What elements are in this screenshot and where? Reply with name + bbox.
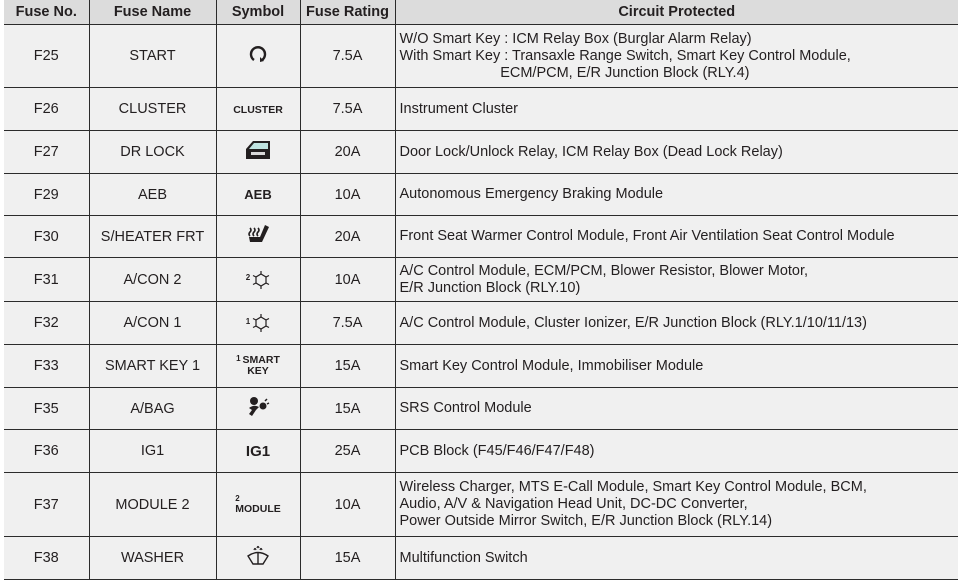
snowflake-icon [252, 314, 270, 332]
table-row [4, 345, 958, 388]
circuit-line: Instrument Cluster [399, 100, 518, 117]
fuse-rating: 15A [300, 345, 395, 388]
circuit-protected [395, 388, 958, 430]
seat-heater-icon [245, 222, 271, 248]
fuse-rating: 15A [300, 388, 395, 430]
fuse-name: A/BAG [89, 388, 216, 430]
fuse-no: F29 [4, 174, 89, 216]
circuit-line: SRS Control Module [399, 400, 532, 416]
cluster-symbol: CLUSTER [233, 104, 283, 116]
fuse-no: F32 [4, 302, 89, 345]
circuit-line: A/C Control Module, ECM/PCM, Blower Resistor, Blower Motor, [399, 262, 809, 279]
fuse-no: F25 [4, 25, 89, 88]
header-symbol: Symbol [216, 0, 300, 25]
circuit-line: Power Outside Mirror Switch, E/R Junction Block (RLY.14) [399, 513, 773, 529]
symbol-superscript: 1 [245, 316, 251, 326]
symbol-cell [216, 174, 300, 216]
fuse-rating: 15A [300, 537, 395, 580]
circuit-protected [395, 537, 958, 580]
circuit-line: E/R Junction Block (RLY.10) [399, 279, 581, 296]
circuit-protected [395, 216, 958, 258]
fuse-rating: 10A [300, 473, 395, 537]
fuse-no: F38 [4, 537, 89, 580]
fuse-rating: 20A [300, 131, 395, 174]
door-lock-icon [244, 139, 272, 161]
fuse-rating: 7.5A [300, 302, 395, 345]
fuse-name: SMART KEY 1 [89, 345, 216, 388]
table-row [4, 88, 958, 131]
snowflake-icon [252, 271, 270, 289]
circuit-protected [395, 131, 958, 174]
symbol-superscript: 2 [235, 494, 240, 503]
fuse-no: F27 [4, 131, 89, 174]
symbol-line: KEY [247, 364, 269, 377]
table-row [4, 388, 958, 430]
table-row [4, 131, 958, 174]
circuit-line: Smart Key Control Module, Immobiliser Module [399, 357, 704, 374]
table-row [4, 258, 958, 302]
fuse-no: F33 [4, 345, 89, 388]
circuit-line: Multifunction Switch [399, 549, 528, 566]
symbol-cell [216, 388, 300, 430]
header-row [4, 0, 958, 25]
fuse-name: CLUSTER [89, 88, 216, 131]
symbol-cell [216, 537, 300, 580]
header-fuse-no: Fuse No. [4, 0, 89, 25]
circuit-protected [395, 430, 958, 473]
table-row [4, 25, 958, 88]
fuse-rating: 10A [300, 258, 395, 302]
symbol-line: MODULE [235, 503, 281, 515]
smart-key-symbol [236, 355, 280, 377]
table-row [4, 174, 958, 216]
circuit-line: Wireless Charger, MTS E-Call Module, Smart Key Control Module, BCM, [399, 479, 867, 495]
circuit-protected [395, 302, 958, 345]
washer-icon [246, 545, 270, 567]
fuse-rating: 20A [300, 216, 395, 258]
circuit-protected [395, 473, 958, 537]
symbol-cell [216, 430, 300, 473]
table-row [4, 430, 958, 473]
circuit-protected [395, 25, 958, 88]
table-row [4, 537, 958, 580]
module-symbol [235, 493, 281, 515]
fuse-rating: 7.5A [300, 25, 395, 88]
ig1-symbol: IG1 [245, 442, 271, 460]
circuit-line: PCB Block (F45/F46/F47/F48) [399, 442, 595, 459]
table-row [4, 302, 958, 345]
symbol-cell [216, 302, 300, 345]
fuse-no: F30 [4, 216, 89, 258]
circuit-line: ECM/PCM, E/R Junction Block (RLY.4) [399, 64, 750, 81]
circuit-line: Autonomous Emergency Braking Module [399, 186, 664, 202]
fuse-name: MODULE 2 [89, 473, 216, 537]
symbol-line: SMART [242, 353, 280, 366]
circuit-line: With Smart Key : Transaxle Range Switch, Smart Key Control Module, [399, 47, 851, 64]
table-row [4, 473, 958, 537]
fuse-name: A/CON 2 [89, 258, 216, 302]
fuse-no: F26 [4, 88, 89, 131]
fuse-name: START [89, 25, 216, 88]
header-fuse-rating: Fuse Rating [300, 0, 395, 25]
fuse-name: AEB [89, 174, 216, 216]
symbol-superscript: 2 [245, 273, 251, 283]
symbol-cell [216, 131, 300, 174]
ac-symbol [246, 271, 270, 289]
fuse-no: F36 [4, 430, 89, 473]
airbag-icon [246, 396, 270, 418]
fuse-no: F35 [4, 388, 89, 430]
circuit-line: A/C Control Module, Cluster Ionizer, E/R Junction Block (RLY.1/10/11/13) [399, 314, 867, 331]
circuit-line: W/O Smart Key : ICM Relay Box (Burglar Alarm Relay) [399, 30, 752, 47]
fuse-name: WASHER [89, 537, 216, 580]
symbol-superscript: 1 [236, 353, 241, 363]
fuse-name: IG1 [89, 430, 216, 473]
fuse-name: A/CON 1 [89, 302, 216, 345]
fuse-rating: 10A [300, 174, 395, 216]
symbol-cell [216, 88, 300, 131]
symbol-cell [216, 473, 300, 537]
fuse-table [4, 0, 958, 580]
fuse-no: F37 [4, 473, 89, 537]
symbol-cell [216, 258, 300, 302]
fuse-name: S/HEATER FRT [89, 216, 216, 258]
symbol-cell [216, 25, 300, 88]
fuse-rating: 25A [300, 430, 395, 473]
circuit-line: Front Seat Warmer Control Module, Front Air Ventilation Seat Control Module [399, 228, 895, 244]
symbol-cell [216, 216, 300, 258]
circuit-protected [395, 88, 958, 131]
fuse-name: DR LOCK [89, 131, 216, 174]
circuit-protected [395, 258, 958, 302]
circuit-protected [395, 174, 958, 216]
circuit-line: Door Lock/Unlock Relay, ICM Relay Box (Dead Lock Relay) [399, 143, 783, 160]
ac-symbol [246, 314, 270, 332]
circuit-protected [395, 345, 958, 388]
symbol-cell [216, 345, 300, 388]
header-circuit: Circuit Protected [395, 0, 958, 25]
start-icon [248, 44, 268, 64]
fuse-rating: 7.5A [300, 88, 395, 131]
table-row [4, 216, 958, 258]
header-fuse-name: Fuse Name [89, 0, 216, 25]
fuse-no: F31 [4, 258, 89, 302]
circuit-line: Audio, A/V & Navigation Head Unit, DC-DC Converter, [399, 496, 748, 512]
aeb-symbol: AEB [244, 186, 272, 202]
